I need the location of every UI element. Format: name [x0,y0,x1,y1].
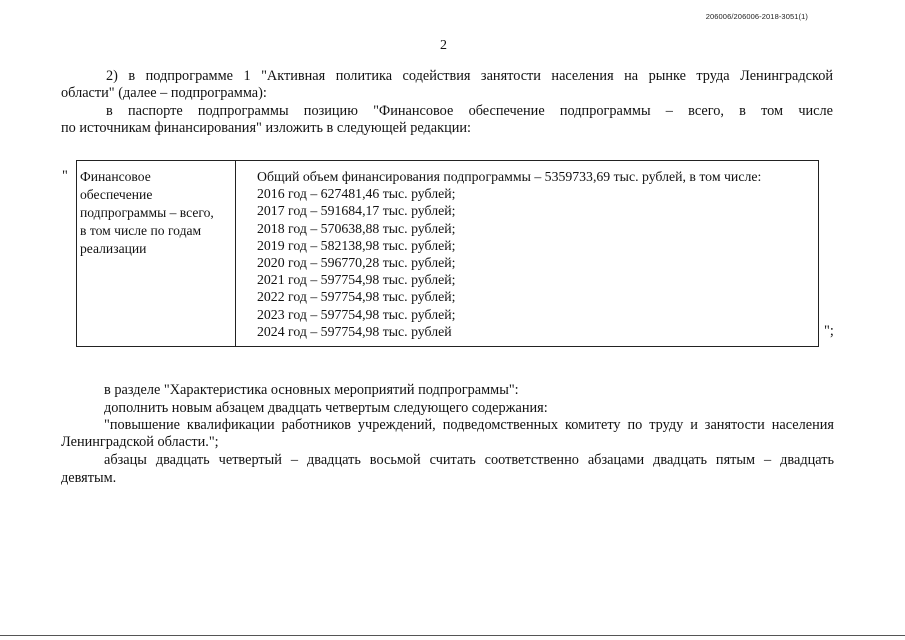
year-row: 2020 год – 596770,28 тыс. рублей; [257,255,456,271]
year-row: 2022 год – 597754,98 тыс. рублей; [257,289,456,305]
year-row: 2018 год – 570638,88 тыс. рублей; [257,220,456,236]
table-close-quote: "; [824,323,834,339]
left-cell-line: Финансовое [80,169,151,184]
quote-line-1: "повышение квалификации работников учреждений, подведомственных комитету по труду и занятости населения [104,417,834,433]
quote-line-2: Ленинградской области."; [61,434,219,450]
year-row: 2016 год – 627481,46 тыс. рублей; [257,186,456,202]
total-financing: Общий объем финансирования подпрограммы – 5359733,69 тыс. рублей, в том числе: [257,169,762,184]
paragraph-line-1: абзацы двадцать четвертый – двадцать восьмой считать соответственно абзацами двадцать пятым – двадцать [104,452,834,468]
intro-item-line-1: 2) в подпрограмме 1 "Активная политика содействия занятости населения на рынке труда Ленинградской [106,68,833,84]
intro-item-line-2: области" (далее – подпрограмма): [61,85,267,101]
page-number: 2 [440,38,447,53]
table-open-quote: " [62,168,68,184]
left-cell-line: реализации [80,241,147,256]
table-left-cell [80,168,214,258]
paragraph-line-2: девятым. [61,470,117,486]
page-bottom-edge [0,635,905,636]
left-cell-line: в том числе по годам [80,223,202,238]
year-row: 2023 год – 597754,98 тыс. рублей; [257,306,456,322]
intro-passport-line-2: по источникам финансирования" изложить в следующей редакции: [61,120,471,136]
year-row: 2021 год – 597754,98 тыс. рублей; [257,272,456,288]
left-cell-line: подпрограммы – всего, [80,205,214,220]
table-column-divider [235,160,236,347]
year-row: 2019 год – 582138,98 тыс. рублей; [257,237,456,253]
section-line-2: дополнить новым абзацем двадцать четвертым следующего содержания: [104,400,548,416]
table-right-cell [257,168,761,340]
year-row: 2017 год – 591684,17 тыс. рублей; [257,203,456,219]
left-cell-line: обеспечение [80,187,153,202]
document-code: 206006/206006-2018-3051(1) [705,12,808,21]
intro-passport-line-1: в паспорте подпрограммы позицию "Финансовое обеспечение подпрограммы – всего, в том числе [106,103,833,119]
year-row: 2024 год – 597754,98 тыс. рублей [257,323,452,339]
section-line-1: в разделе "Характеристика основных мероприятий подпрограммы": [104,382,519,398]
